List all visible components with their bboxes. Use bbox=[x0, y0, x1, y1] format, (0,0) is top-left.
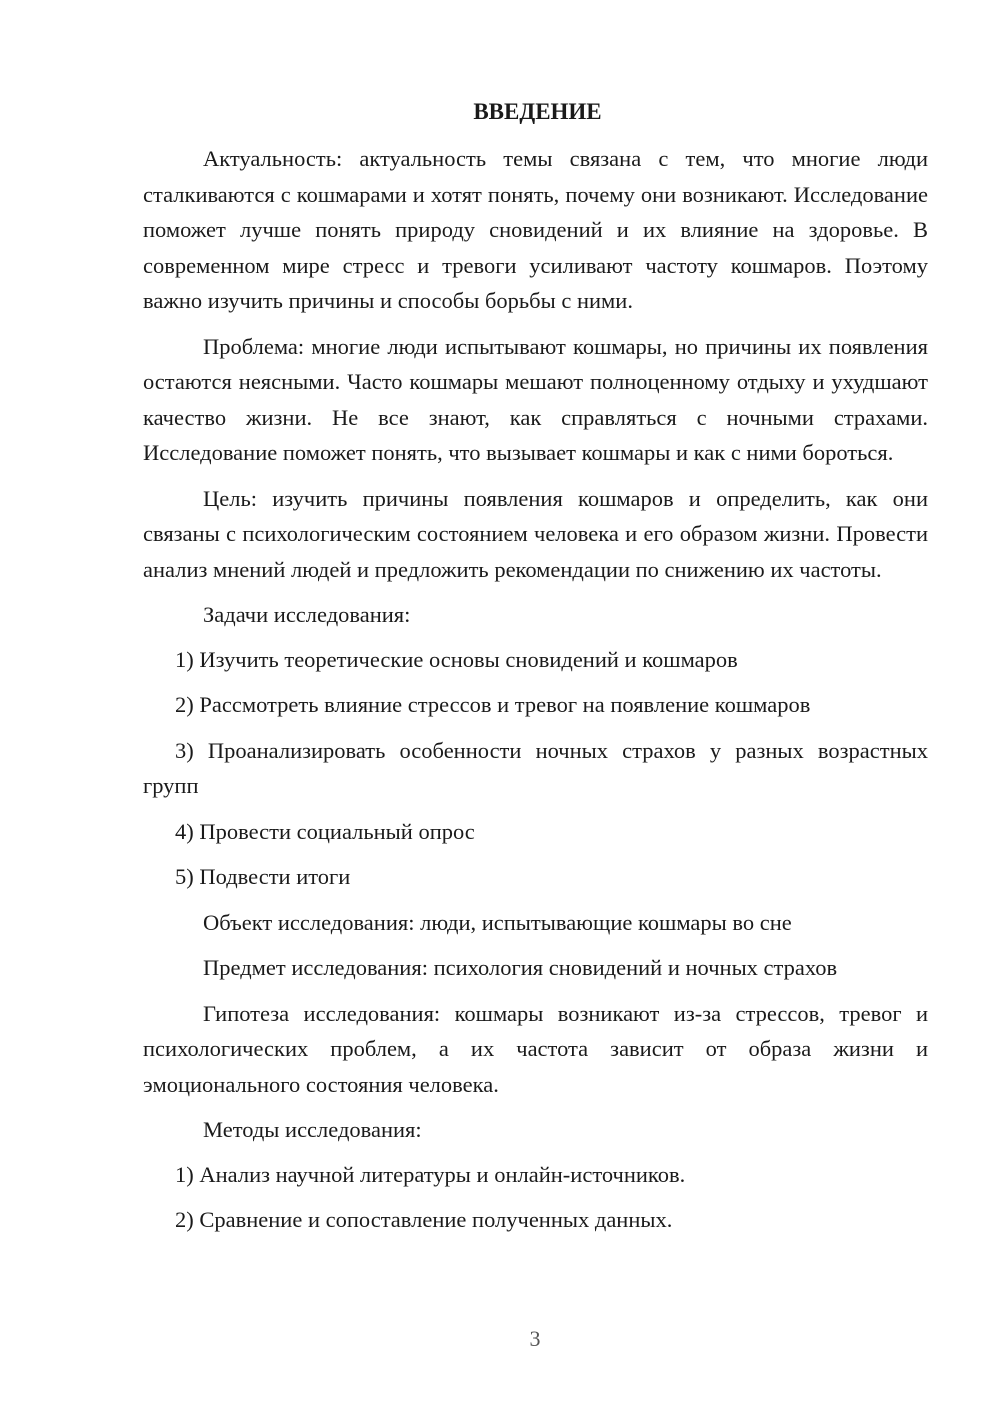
object-line: Объект исследования: люди, испытывающие кошмары во сне bbox=[203, 909, 792, 935]
method-item-1: 1) Анализ научной литературы и онлайн-источников. bbox=[175, 1161, 686, 1187]
page-number: 3 bbox=[529, 1326, 541, 1351]
task-item-3: 3) Проанализировать особенности ночных страхов у разных возрастных групп bbox=[143, 737, 928, 798]
tasks-heading: Задачи исследования: bbox=[203, 602, 411, 627]
task-item-1: 1) Изучить теоретические основы сновидений и кошмаров bbox=[175, 646, 738, 672]
hypothesis-paragraph: Гипотеза исследования: кошмары возникают из-за стрессов, тревог и психологических проблем, а их частота зависит от образа жизни и эмоционального состояния человека. bbox=[143, 1000, 928, 1097]
task-item-2: 2) Рассмотреть влияние стрессов и тревог на появление кошмаров bbox=[175, 692, 811, 717]
relevance-paragraph: Актуальность: актуальность темы связана с тем, что многие люди сталкиваются с кошмарами и хотят понять, почему они возникают. Исследование поможет лучше понять природу сновидений и их влияние на здоровье. В современном мире стресс и тревоги усиливают частоту кошмаров. Поэтому важно изучить причины и способы борьбы с ними. bbox=[143, 146, 928, 313]
method-item-2: 2) Сравнение и сопоставление полученных данных. bbox=[175, 1207, 673, 1232]
task-item-4: 4) Провести социальный опрос bbox=[175, 818, 475, 844]
subject-line: Предмет исследования: психология сновидений и ночных страхов bbox=[203, 955, 838, 980]
goal-paragraph: Цель: изучить причины появления кошмаров и определить, как они связаны с психологическим состоянием человека и его образом жизни. Провести анализ мнений людей и предложить рекомендации по снижению их частоты. bbox=[143, 485, 928, 582]
section-heading: ВВЕДЕНИЕ bbox=[473, 99, 602, 124]
task-item-5: 5) Подвести итоги bbox=[175, 864, 351, 889]
methods-heading: Методы исследования: bbox=[203, 1117, 422, 1142]
document-page bbox=[143, 94, 928, 1238]
problem-paragraph: Проблема: многие люди испытывают кошмары, но причины их появления остаются неясными. Часто кошмары мешают полноценному отдыху и ухудшают качество жизни. Не все знают, как справляться с ночными страхами. Исследование поможет понять, что вызывает кошмары и как с ними бороться. bbox=[143, 333, 928, 465]
